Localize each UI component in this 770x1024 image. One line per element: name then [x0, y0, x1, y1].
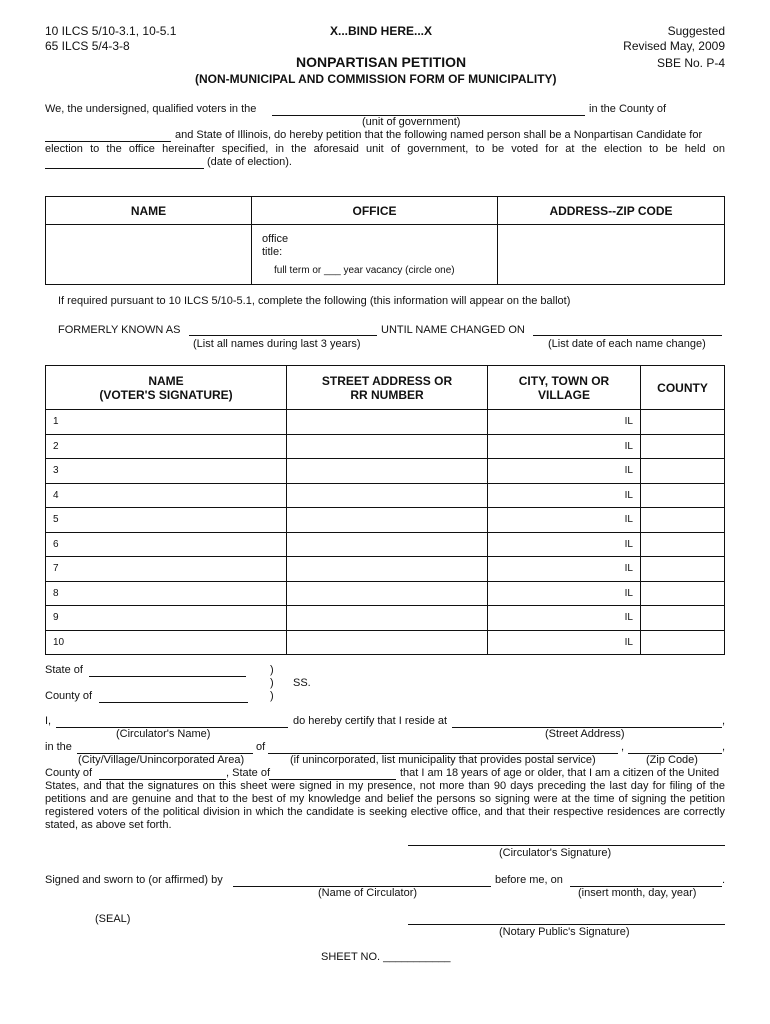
county-cell[interactable]: [641, 557, 725, 582]
row-number: 6: [53, 538, 59, 550]
state-abbr: IL: [624, 538, 633, 550]
voter-signature-cell[interactable]: [46, 434, 287, 459]
state-abbr: IL: [624, 440, 633, 452]
street-address-cell[interactable]: [287, 532, 488, 557]
term-label: full term or ___ year vacancy (circle one): [274, 265, 455, 276]
candidate-table: [45, 196, 725, 285]
address-zip-header: ADDRESS--ZIP CODE: [498, 197, 725, 225]
county-cell[interactable]: [641, 508, 725, 533]
signatures-table: [45, 365, 725, 655]
state-abbr: IL: [624, 514, 633, 526]
paren-3: ): [270, 690, 274, 702]
state-abbr: IL: [624, 587, 633, 599]
state-of-field[interactable]: [89, 676, 246, 677]
street-header: [287, 366, 488, 410]
name-change-date-field[interactable]: [533, 335, 722, 336]
state-abbr: IL: [624, 636, 633, 648]
before-me-label: before me, on: [495, 874, 563, 886]
name-of-circulator-caption: (Name of Circulator): [318, 887, 418, 899]
table-row: [46, 459, 725, 484]
state-abbr: IL: [624, 465, 633, 477]
sheet-number: SHEET NO. ___________: [321, 951, 451, 963]
paren-2: ): [270, 677, 274, 689]
voter-signature-cell[interactable]: [46, 410, 287, 435]
state-of-label-2: , State of: [226, 767, 271, 779]
page-subtitle: (NON-MUNICIPAL AND COMMISSION FORM OF MUNICIPALITY): [195, 72, 557, 86]
street-caption: (Street Address): [545, 728, 625, 740]
state-abbr: IL: [624, 563, 633, 575]
page-title: NONPARTISAN PETITION: [296, 54, 467, 70]
state-abbr: IL: [624, 612, 633, 624]
i-label: I,: [45, 715, 52, 727]
affidavit-para-1: States, and that the signatures on this sheet were signed in my presence, not more than 90 days preceding the last day for filing of the: [45, 780, 725, 792]
affidavit-para-4: stated, as above set forth.: [45, 819, 172, 831]
voter-signature-cell[interactable]: [46, 606, 287, 631]
period: .: [722, 874, 726, 886]
county-cell[interactable]: [641, 630, 725, 655]
city-cell[interactable]: [488, 459, 641, 484]
comma-3: ,: [722, 741, 726, 753]
city-caption: (City/Village/Unincorporated Area): [78, 754, 245, 766]
bind-here-label: X...BIND HERE...X: [330, 24, 433, 38]
names-caption: (List all names during last 3 years): [193, 338, 361, 350]
ballot-note: If required pursuant to 10 ILCS 5/10-5.1, complete the following (this information will appear on the ballot): [58, 295, 571, 307]
voter-signature-cell[interactable]: [46, 581, 287, 606]
voter-signature-cell[interactable]: [46, 459, 287, 484]
suggested-label: Suggested: [667, 24, 725, 38]
table-row: [46, 557, 725, 582]
city-cell[interactable]: [488, 606, 641, 631]
street-address-cell[interactable]: [287, 410, 488, 435]
city-cell[interactable]: [488, 557, 641, 582]
street-address-cell[interactable]: [287, 459, 488, 484]
county-cell[interactable]: [641, 532, 725, 557]
statute-citation-2: 65 ILCS 5/4-3-8: [45, 39, 130, 53]
row-number: 1: [53, 416, 59, 428]
unit-caption: (unit of government): [362, 116, 461, 128]
form-number: SBE No. P-4: [656, 56, 725, 70]
county-field[interactable]: [45, 141, 171, 142]
city-cell[interactable]: [488, 581, 641, 606]
paren-1: ): [270, 664, 274, 676]
row-number: 5: [53, 514, 59, 526]
row-number: 2: [53, 440, 59, 452]
table-row: [46, 630, 725, 655]
circulator-signature-caption: (Circulator's Signature): [499, 847, 612, 859]
county-of-field[interactable]: [99, 702, 248, 703]
office-title-label-1: office: [262, 233, 289, 245]
table-row: [46, 483, 725, 508]
street-address-cell[interactable]: [287, 434, 488, 459]
county-cell[interactable]: [641, 483, 725, 508]
county-of-label: County of: [45, 690, 93, 702]
candidate-address-cell[interactable]: [498, 225, 725, 285]
intro-line-1b: in the County of: [589, 103, 667, 115]
ss-label: SS.: [293, 677, 311, 689]
revised-date: Revised May, 2009: [623, 39, 725, 53]
row-number: 8: [53, 587, 59, 599]
city-cell[interactable]: [488, 410, 641, 435]
in-the-label: in the: [45, 741, 72, 753]
office-header: OFFICE: [252, 197, 498, 225]
street-address-cell[interactable]: [287, 581, 488, 606]
intro-line-1a: We, the undersigned, qualified voters in the: [45, 103, 257, 115]
postal-caption: (if unincorporated, list municipality that provides postal service): [290, 754, 596, 766]
zip-caption: (Zip Code): [646, 754, 698, 766]
row-number: 4: [53, 489, 59, 501]
formerly-known-label: FORMERLY KNOWN AS: [58, 324, 181, 336]
city-header-line-1: CITY, TOWN OR: [518, 373, 610, 388]
seal-label: (SEAL): [95, 913, 131, 925]
city-cell[interactable]: [488, 630, 641, 655]
intro-line-4: (date of election).: [207, 156, 292, 168]
candidate-name-cell[interactable]: [46, 225, 252, 285]
candidate-name-header: NAME: [46, 197, 252, 225]
county-cell[interactable]: [641, 581, 725, 606]
county-cell[interactable]: [641, 434, 725, 459]
voter-signature-cell[interactable]: [46, 508, 287, 533]
certify-label: do hereby certify that I reside at: [293, 715, 448, 727]
month-caption: (insert month, day, year): [578, 887, 697, 899]
intro-line-2: and State of Illinois, do hereby petition that the following named person shall be a Nonpartisan Candidate for: [175, 129, 703, 141]
state-abbr: IL: [624, 416, 633, 428]
table-row: [46, 532, 725, 557]
dates-caption: (List date of each name change): [548, 338, 706, 350]
of-label: of: [256, 741, 266, 753]
street-address-cell[interactable]: [287, 630, 488, 655]
age-text: that I am 18 years of age or older, that I am a citizen of the United: [400, 767, 720, 779]
notary-signature-caption: (Notary Public's Signature): [499, 926, 630, 938]
comma-1: ,: [722, 715, 726, 727]
affidavit-para-2: petitions and are genuine and that to the best of my knowledge and belief the persons so signing were at the time of signing the petition: [45, 793, 725, 805]
city-cell[interactable]: [488, 483, 641, 508]
notary-signature-field[interactable]: [408, 924, 725, 925]
street-address-cell[interactable]: [287, 483, 488, 508]
city-header: [488, 366, 641, 410]
until-name-changed-label: UNTIL NAME CHANGED ON: [381, 324, 525, 336]
state-abbr: IL: [624, 489, 633, 501]
comma-2: ,: [621, 741, 625, 753]
table-row: [46, 581, 725, 606]
affidavit-para-3: registered voters of the political division in which the candidate is seeking elective office, and that their respective residences are correctly: [45, 806, 725, 818]
city-cell[interactable]: [488, 508, 641, 533]
office-title-label-2: title:: [262, 246, 283, 258]
table-row: [46, 434, 725, 459]
voter-signature-cell[interactable]: [46, 532, 287, 557]
row-number: 7: [53, 563, 59, 575]
table-row: [46, 508, 725, 533]
circulator-name-caption: (Circulator's Name): [116, 728, 211, 740]
county-header: COUNTY: [641, 366, 725, 410]
office-cell[interactable]: [252, 225, 498, 285]
street-header-line-2: RR NUMBER: [350, 387, 424, 402]
voter-name-header-line-2: (VOTER'S SIGNATURE): [99, 387, 233, 402]
voter-name-header-line-1: NAME: [148, 373, 184, 388]
county-cell[interactable]: [641, 606, 725, 631]
voter-signature-cell[interactable]: [46, 483, 287, 508]
street-address-cell[interactable]: [287, 508, 488, 533]
intro-line-3: election to the office hereinafter specified, in the aforesaid unit of government, to be voted for at the election to be held on: [45, 143, 725, 155]
county-cell[interactable]: [641, 459, 725, 484]
voter-name-header: [46, 366, 287, 410]
state-of-label: State of: [45, 664, 83, 676]
sworn-label: Signed and sworn to (or affirmed) by: [45, 874, 223, 886]
formerly-known-field[interactable]: [189, 335, 377, 336]
street-address-cell[interactable]: [287, 606, 488, 631]
county-cell[interactable]: [641, 410, 725, 435]
street-address-cell[interactable]: [287, 557, 488, 582]
city-cell[interactable]: [488, 434, 641, 459]
city-cell[interactable]: [488, 532, 641, 557]
statute-citation-1: 10 ILCS 5/10-3.1, 10-5.1: [45, 24, 177, 38]
voter-signature-cell[interactable]: [46, 630, 287, 655]
row-number: 10: [53, 636, 65, 648]
street-header-line-1: STREET ADDRESS OR: [321, 373, 453, 388]
election-date-field[interactable]: [45, 168, 204, 169]
city-header-line-2: VILLAGE: [537, 387, 590, 402]
circulator-signature-field[interactable]: [408, 845, 725, 846]
voter-signature-cell[interactable]: [46, 557, 287, 582]
table-row: [46, 606, 725, 631]
table-row: [46, 410, 725, 435]
county-of-label-2: County of: [45, 767, 93, 779]
row-number: 9: [53, 612, 59, 624]
row-number: 3: [53, 465, 59, 477]
